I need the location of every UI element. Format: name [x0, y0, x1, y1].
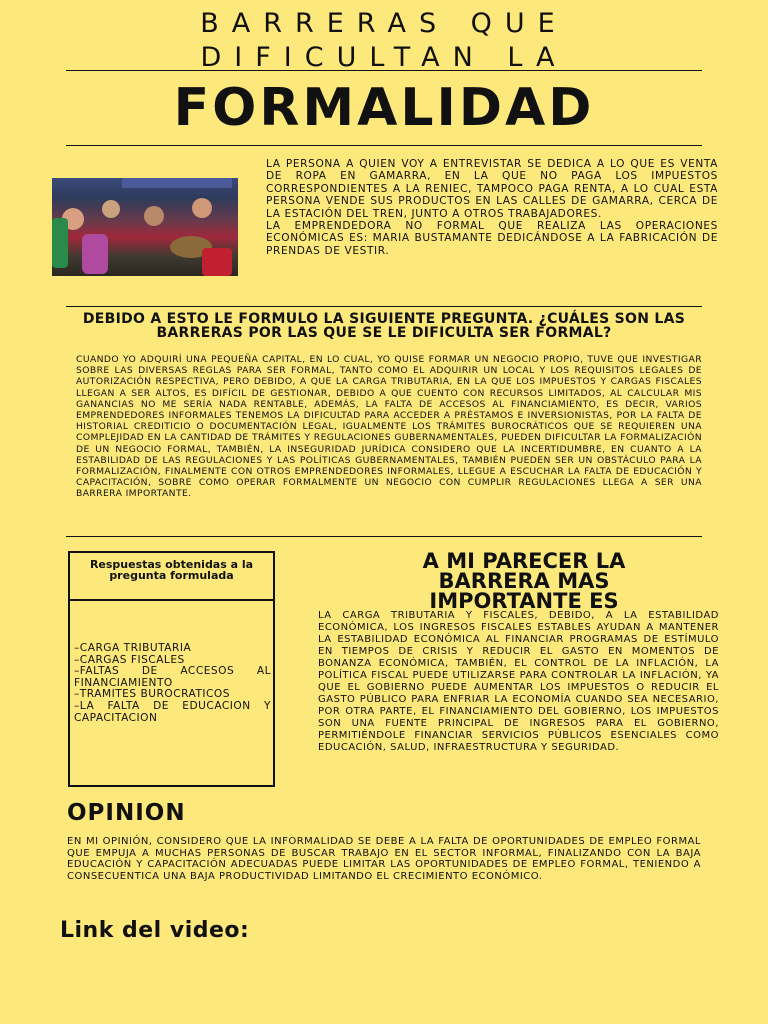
list-item: –CARGA TRIBUTARIA — [74, 642, 192, 654]
intro-text — [266, 158, 718, 257]
answers-box-heading: Respuestas obtenidas a la pregunta formulada — [70, 553, 273, 601]
opinion-text: EN MI OPINIÓN, CONSIDERO QUE LA INFORMALIDAD SE DEBE A LA FALTA DE OPORTUNIDADES DE EMPLEO FORMAL QUE EMPUJA A MUCHAS PERSONAS DE BUSCAR TRABAJO EN EL SECTOR INFORMAL, FINALIZANDO CON LA BAJA EDUCACIÓN Y CAPACITACIÓN ADECUADAS PUEDE LIMITAR LAS OPORTUNIDADES DE EMPLEO FORMAL, TENIENDO A CONSECUENTICA UNA BAJA PRODUCTIVIDAD LIMITANDO EL CRECIMIENTO ECONÓMICO. — [67, 836, 701, 882]
divider — [66, 70, 702, 71]
opinion-heading: OPINION — [67, 800, 186, 826]
intro-paragraph: LA PERSONA A QUIEN VOY A ENTREVISTAR SE DEDICA A LO QUE ES VENTA DE ROPA EN GAMARRA, EN LA QUE NO PAGA LOS IMPUESTOS CORRESPONDIENTES A LA RENIEC, TAMPOCO PAGA RENTA, A LO CUAL ESTA PERSONA VENDE SUS PRODUCTOS EN LAS CALLES DE GAMARRA, CERCA DE LA ESTACIÓN DEL TREN, JUNTO A OTROS TRABAJADORES. — [266, 158, 718, 220]
divider — [66, 306, 702, 307]
street-market-photo — [52, 178, 238, 276]
divider — [66, 536, 702, 537]
main-barrier-text: LA CARGA TRIBUTARIA Y FISCALES, DEBIDO, A LA ESTABILIDAD ECONÓMICA, LOS INGRESOS FISCALES ESTABLES AYUDAN A MANTENER LA ESTABILIDAD ECONÓMICA AL FINANCIAR PROGRAMAS DE ESTÍMULO EN TIEMPOS DE CRISIS Y REDUCIR EL GASTO EN MOMENTOS DE BONANZA ECONÓMICA, TAMBIÉN, EL CONTROL DE LA INFLACIÓN, LA POLÍTICA FISCAL PUEDE UTILIZARSE PARA CONTROLAR LA INFLACIÓN, YA QUE EL GOBIERNO PUEDE AUMENTAR LOS IMPUESTOS O REDUCIR EL GASTO PÚBLICO PARA ENFRIAR LA ECONOMÍA CUANDO SEA NECESARIO, POR OTRA PARTE, EL FINANCIAMIENTO DEL GOBIERNO, LOS IMPUESTOS SON UNA FUENTE PRINCIPAL DE INGRESOS PARA EL GOBIERNO, PERMITIÉNDOLE FINANCIAR SERVICIOS PÚBLICOS ESENCIALES COMO EDUCACIÓN, SALUD, INFRAESTRUCTURA Y SEGURIDAD. — [318, 610, 719, 753]
main-barrier-heading: A MI PARECER LA BARRERA MAS IMPORTANTE ES — [422, 549, 626, 613]
answers-box — [68, 551, 275, 787]
list-item: –LA FALTA DE EDUCACION Y CAPACITACION — [74, 699, 271, 724]
list-item: –TRAMITES BUROCRATICOS — [74, 688, 230, 701]
title-line-1: BARRERAS QUE — [200, 8, 568, 39]
page-title: FORMALIDAD — [173, 78, 595, 138]
video-link-label: Link del video: — [60, 918, 250, 943]
intro-paragraph: LA EMPRENDEDORA NO FORMAL QUE REALIZA LAS OPERACIONES ECONÓMICAS ES: MARIA BUSTAMANTE DEDICÁNDOSE A LA FABRICACIÓN DE PRENDAS DE VESTIR. — [266, 220, 718, 257]
list-item: –FALTAS DE ACCESOS AL FINANCIAMIENTO — [74, 665, 271, 689]
divider — [66, 145, 702, 146]
answers-list — [74, 643, 271, 724]
question-heading: DEBIDO A ESTO LE FORMULO LA SIGUIENTE PREGUNTA. ¿CUÁLES SON LAS BARRERAS POR LAS QUE SE LE DIFICULTA SER FORMAL? — [82, 311, 686, 341]
question-answer: CUANDO YO ADQUIRÍ UNA PEQUEÑA CAPITAL, EN LO CUAL, YO QUISE FORMAR UN NEGOCIO PROPIO, TUVE QUE INVESTIGAR SOBRE LAS DIVERSAS REGLAS PARA SER FORMAL, TANTO COMO EL ADQUIRIR UN LOCAL Y LOS REQUISITOS LEGALES DE AUTORIZACIÓN RESPECTIVA, PERO DEBIDO, A QUE LA CARGA TRIBUTARIA, EN LA QUE LOS IMPUESTOS Y CARGAS FISCALES LLEGAN A SER ALTOS, ES DIFÍCIL DE GESTIONAR, DEBIDO A QUE CUENTO CON RECURSOS LIMITADOS, AL CALCULAR MIS GANANCIAS NO ME SERÍA NADA RENTABLE, ADEMÁS, LA FALTA DE ACCESOS AL FINANCIAMIENTO, ES DECIR, VARIOS EMPRENDEDORES INFORMALES TENEMOS LA DIFICULTAD PARA ACCEDER A PRÉSTAMOS E INVERSIONISTAS, POR LA FALTA DE HISTORIAL CREDITICIO O DOCUMENTACIÓN LEGAL, IGUALMENTE LOS TRÁMITES BUROCRÁTICOS QUE SE REQUIEREN UNA COMPLEJIDAD EN LA CANTIDAD DE TRÁMITES Y REGULACIONES GUBERNAMENTALES, PUEDEN DIFICULTAR LA FORMALIZACIÓN DE UN NEGOCIO FORMAL, TAMBIÉN, LA INSEGURIDAD JURÍDICA CONSIDERO QUE LA INCERTIDUMBRE, EN CUANTO A LA ESTABILIDAD DE LAS REGULACIONES Y LAS POLÍTICAS GUBERNAMENTALES, TAMBIÉN PUEDEN SER UN OBSTÁCULO PARA LA FORMALIZACIÓN, FINALMENTE CON OTROS EMPRENDEDORES INFORMALES, LLEGUE A ESCUCHAR LA FALTA DE EDUCACIÓN Y CAPACITACIÓN, SOBRE COMO OPERAR FORMALMENTE UN NEGOCIO CON CUMPLIR REGULACIONES LLEGA A SER UNA BARRERA IMPORTANTE. — [76, 354, 702, 500]
list-item: –CARGAS FISCALES — [74, 653, 185, 666]
title-line-2: DIFICULTAN LA — [200, 42, 568, 73]
